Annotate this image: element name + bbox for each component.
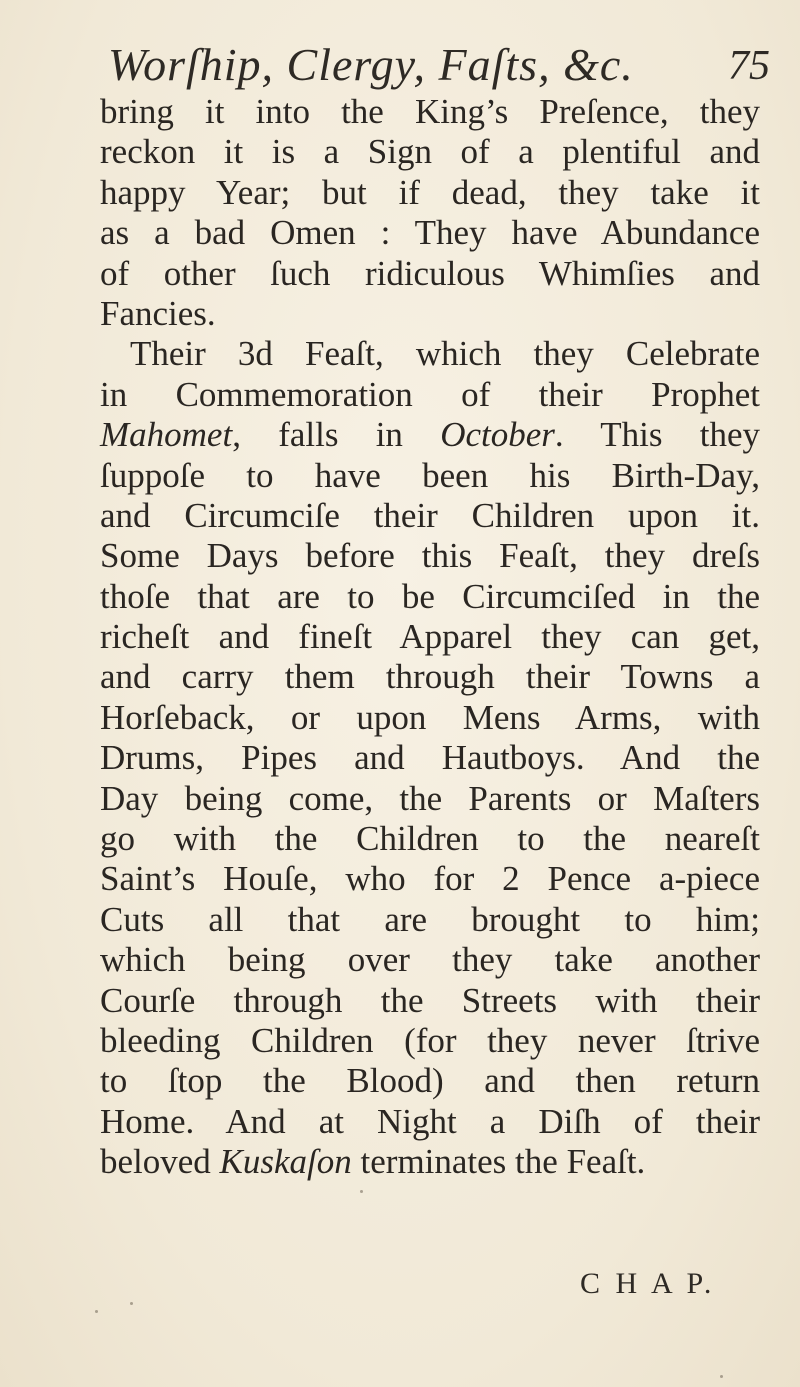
text-line: Their 3d Feaſt, which they Celebrate: [130, 334, 760, 374]
paper-speck: [720, 1375, 723, 1378]
text-line: Some Days before this Feaſt, they dreſs: [100, 536, 760, 576]
text-line: Fancies.: [100, 293, 216, 333]
text-line: Home. And at Night a Diſh of their: [100, 1101, 760, 1141]
catchword: C H A P.: [580, 1267, 716, 1300]
text-line: Horſeback, or upon Mens Arms, with: [100, 697, 760, 737]
text-line: Saint’s Houſe, who for 2 Pence a-piece: [100, 859, 760, 899]
page-number: 75: [728, 43, 770, 89]
text-line: richeſt and fineſt Apparel they can get,: [100, 617, 760, 657]
text-line: Courſe through the Streets with their: [100, 980, 760, 1020]
text-line: thoſe that are to be Circumciſed in the: [100, 576, 760, 616]
text-line: Mahomet, falls in October. This they: [100, 415, 760, 455]
text-line: in Commemoration of their Prophet: [100, 374, 760, 414]
paper-speck: [130, 1302, 133, 1305]
text-line: Day being come, the Parents or Maſters: [100, 778, 760, 818]
text-line: and carry them through their Towns a: [100, 657, 760, 697]
text-line: bring it into the King’s Preſence, they: [100, 92, 760, 131]
text-line: beloved Kuskaſon terminates the Feaſt.: [100, 1142, 646, 1182]
running-head: Worſhip, Clergy, Faſts, &c.: [108, 39, 634, 90]
text-line: and Circumciſe their Children upon it.: [100, 495, 760, 535]
text-line: Drums, Pipes and Hautboys. And the: [100, 738, 760, 778]
text-line: happy Year; but if dead, they take it: [100, 172, 760, 212]
paper-speck: [95, 1310, 98, 1313]
text-line: as a bad Omen : They have Abundance: [100, 213, 760, 253]
text-line: reckon it is a Sign of a plentiful and: [100, 132, 760, 172]
text-line: ſuppoſe to have been his Birth-Day,: [100, 455, 760, 495]
paper-speck: [360, 1190, 363, 1193]
page-header: [100, 38, 770, 98]
text-line: Cuts all that are brought to him;: [100, 899, 760, 939]
text-line: go with the Children to the neareſt: [100, 819, 760, 859]
text-line: to ſtop the Blood) and then return: [100, 1061, 760, 1101]
text-line: of other ſuch ridiculous Whimſies and: [100, 253, 760, 293]
text-line: which being over they take another: [100, 940, 760, 980]
text-line: bleeding Children (for they never ſtrive: [100, 1020, 760, 1060]
body-text: [100, 92, 760, 1183]
